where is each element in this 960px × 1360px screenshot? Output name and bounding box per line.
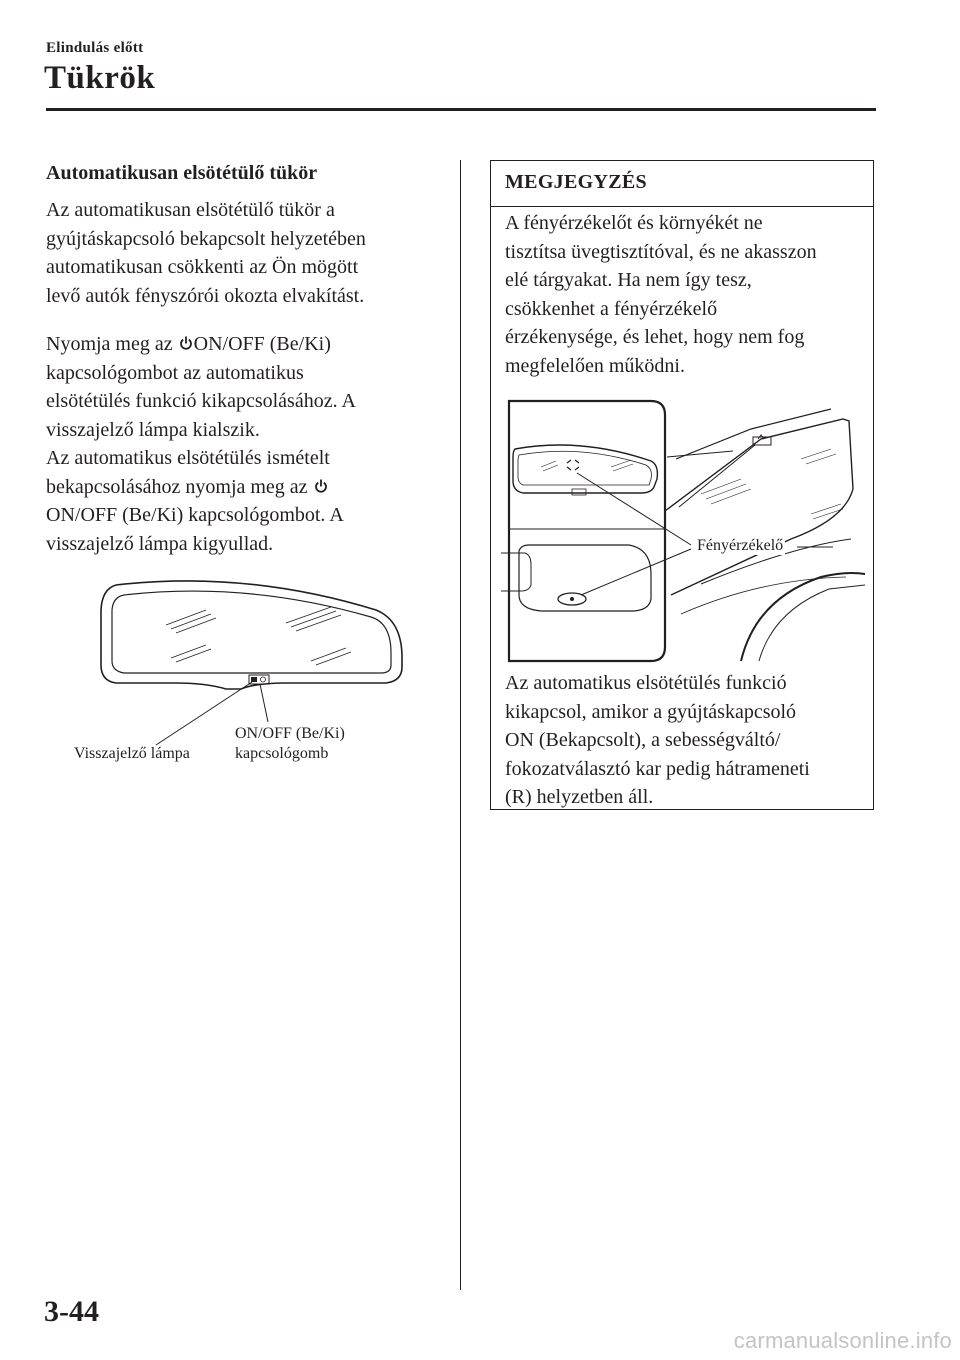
note-line: Az automatikus elsötétülés funkció (505, 672, 787, 694)
instruction-text: Nyomja meg az (46, 333, 173, 355)
instruction-line: kapcsológombot az automatikus (46, 361, 304, 384)
intro-line: Az automatikusan elsötétülő tükör a (46, 199, 335, 221)
power-icon (315, 478, 327, 494)
mirror-illustration (46, 565, 446, 775)
subheading: Automatikusan elsötétülő tükör (46, 162, 318, 184)
note-box (490, 160, 874, 810)
light-sensor-illustration (501, 399, 865, 664)
note-line: ON (Bekapcsolt), a sebességváltó/ (505, 729, 781, 751)
intro-line: gyújtáskapcsoló bekapcsolt helyzetében (46, 227, 366, 250)
intro-line: automatikusan csökkenti az Ön mögött (46, 256, 359, 278)
note-line: érzékenysége, és lehet, hogy nem fog (505, 326, 805, 348)
intro-paragraph (46, 196, 446, 310)
power-icon (180, 335, 192, 351)
section-heading: Elindulás előtt (46, 40, 144, 56)
instruction-paragraph (46, 330, 446, 558)
light-sensor-label: Fényérzékelő (697, 537, 784, 554)
switch-label-line1: ON/OFF (Be/Ki) (235, 725, 345, 742)
intro-line: levő autók fényszórói okozta elvakítást. (46, 284, 365, 307)
note-text-top (505, 209, 861, 380)
instruction-line: ON/OFF (Be/Ki) kapcsológombot. A (46, 504, 344, 526)
note-line: elé tárgyakat. Ha nem így tesz, (505, 269, 752, 291)
instruction-line: Az automatikus elsötétülés ismételt (46, 447, 330, 469)
sensor-location-drawing (501, 399, 865, 664)
instruction-line: visszajelző lámpa kialszik. (46, 418, 260, 441)
left-column (46, 160, 446, 558)
instruction-text: ON/OFF (Be/Ki) (193, 333, 331, 355)
note-line: (R) helyzetben áll. (505, 786, 654, 808)
watermark: carmanualsonline.info (733, 1328, 952, 1353)
note-text-bottom (505, 669, 861, 812)
page-number: 3-44 (44, 1295, 99, 1328)
rearview-mirror-drawing (46, 565, 446, 775)
note-line: fokozatválasztó kar pedig hátrameneti (505, 757, 810, 780)
page-title: Tükrök (44, 60, 156, 96)
note-line: tisztítsa üvegtisztítóval, és ne akasszon (505, 240, 817, 263)
note-line: megfelelően működni. (505, 354, 685, 377)
column-divider (460, 160, 461, 1290)
switch-label-line2: kapcsológomb (235, 745, 329, 762)
indicator-lamp-label: Visszajelző lámpa (74, 745, 190, 762)
note-line: kikapcsol, amikor a gyújtáskapcsoló (505, 700, 797, 723)
note-line: csökkenhet a fényérzékelő (505, 297, 718, 320)
instruction-text: bekapcsolásához nyomja meg az (46, 475, 308, 498)
instruction-line: elsötétülés funkció kikapcsolásához. A (46, 390, 356, 412)
note-line: A fényérzékelőt és környékét ne (505, 212, 763, 234)
note-heading: MEGJEGYZÉS (491, 161, 873, 207)
instruction-line: visszajelző lámpa kigyullad. (46, 532, 274, 555)
header-rule (46, 108, 876, 111)
